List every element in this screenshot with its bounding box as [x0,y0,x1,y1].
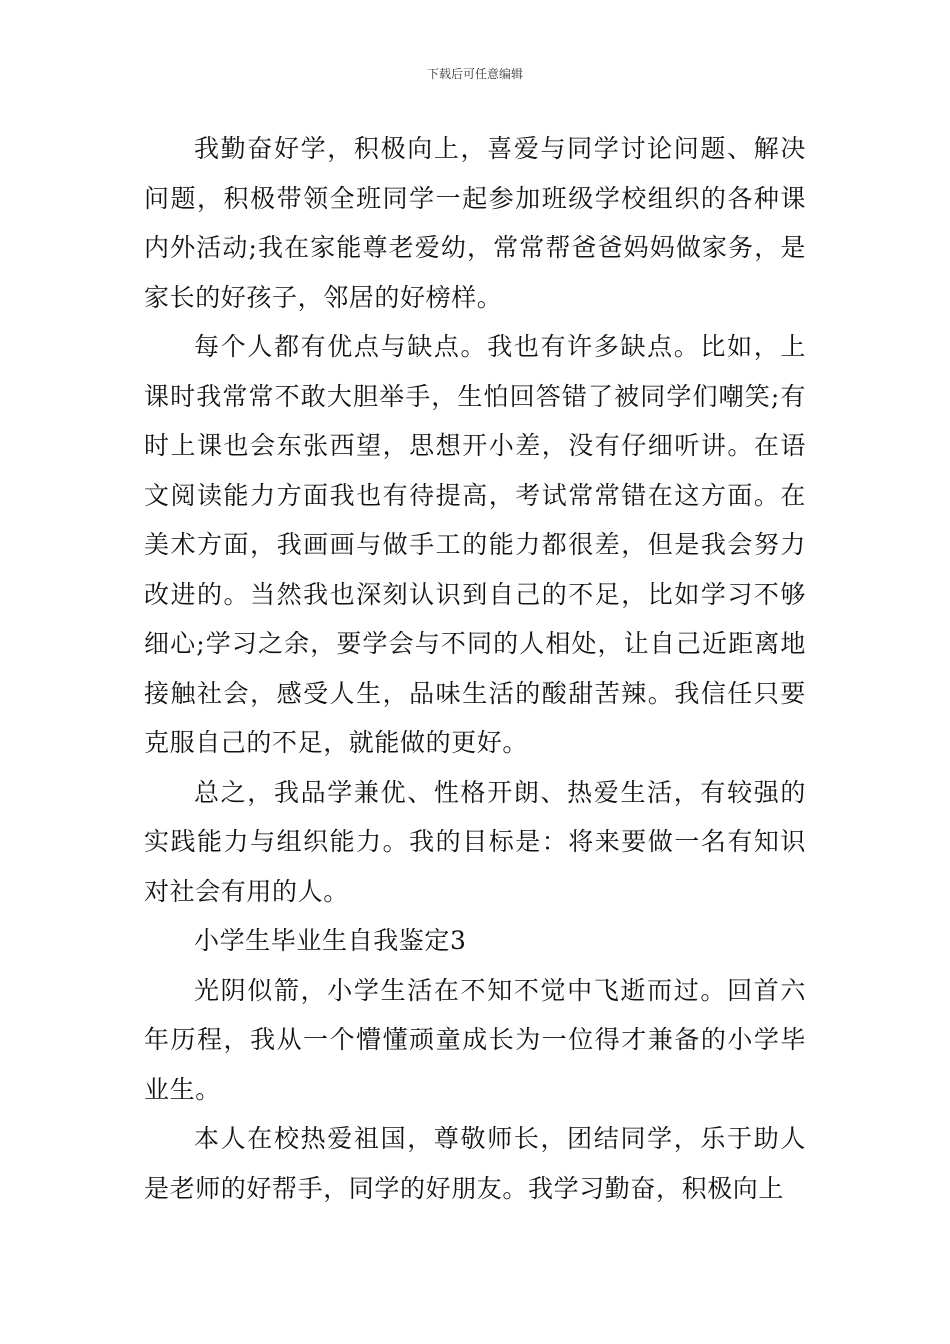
paragraph-1: 我勤奋好学，积极向上，喜爱与同学讨论问题、解决问题，积极带领全班同学一起参加班级学校组织的各种课内外活动;我在家能尊老爱幼，常常帮爸爸妈妈做家务，是家长的好孩子，邻居的好榜样。 [144,134,806,312]
paragraph-2: 每个人都有优点与缺点。我也有许多缺点。比如，上课时我常常不敢大胆举手，生怕回答错了被同学们嘲笑;有时上课也会东张西望，思想开小差，没有仔细听讲。在语文阅读能力方面我也有待提高，考试常常错在这方面。在美术方面，我画画与做手工的能力都很差，但是我会努力改进的。当然我也深刻认识到自己的不足，比如学习不够细心;学习之余，要学会与不同的人相处，让自己近距离地接触社会，感受人生，品味生活的酸甜苦辣。我信任只要克服自己的不足，就能做的更好。 [144,332,806,757]
section-heading: 小学生毕业生自我鉴定3 [194,926,467,955]
paragraph-5: 本人在校热爱祖国，尊敬师长，团结同学，乐于助人是老师的好帮手，同学的好朋友。我学习勤奋，积极向上 [144,1124,806,1203]
page-header: 下载后可任意编辑 [426,67,523,81]
paragraph-3: 总之，我品学兼优、性格开朗、热爱生活，有较强的实践能力与组织能力。我的目标是：将来要做一名有知识对社会有用的人。 [144,777,806,906]
paragraph-4: 光阴似箭，小学生活在不知不觉中飞逝而过。回首六年历程，我从一个懵懂顽童成长为一位得才兼备的小学毕业生。 [144,975,806,1104]
document-body [144,124,806,1213]
